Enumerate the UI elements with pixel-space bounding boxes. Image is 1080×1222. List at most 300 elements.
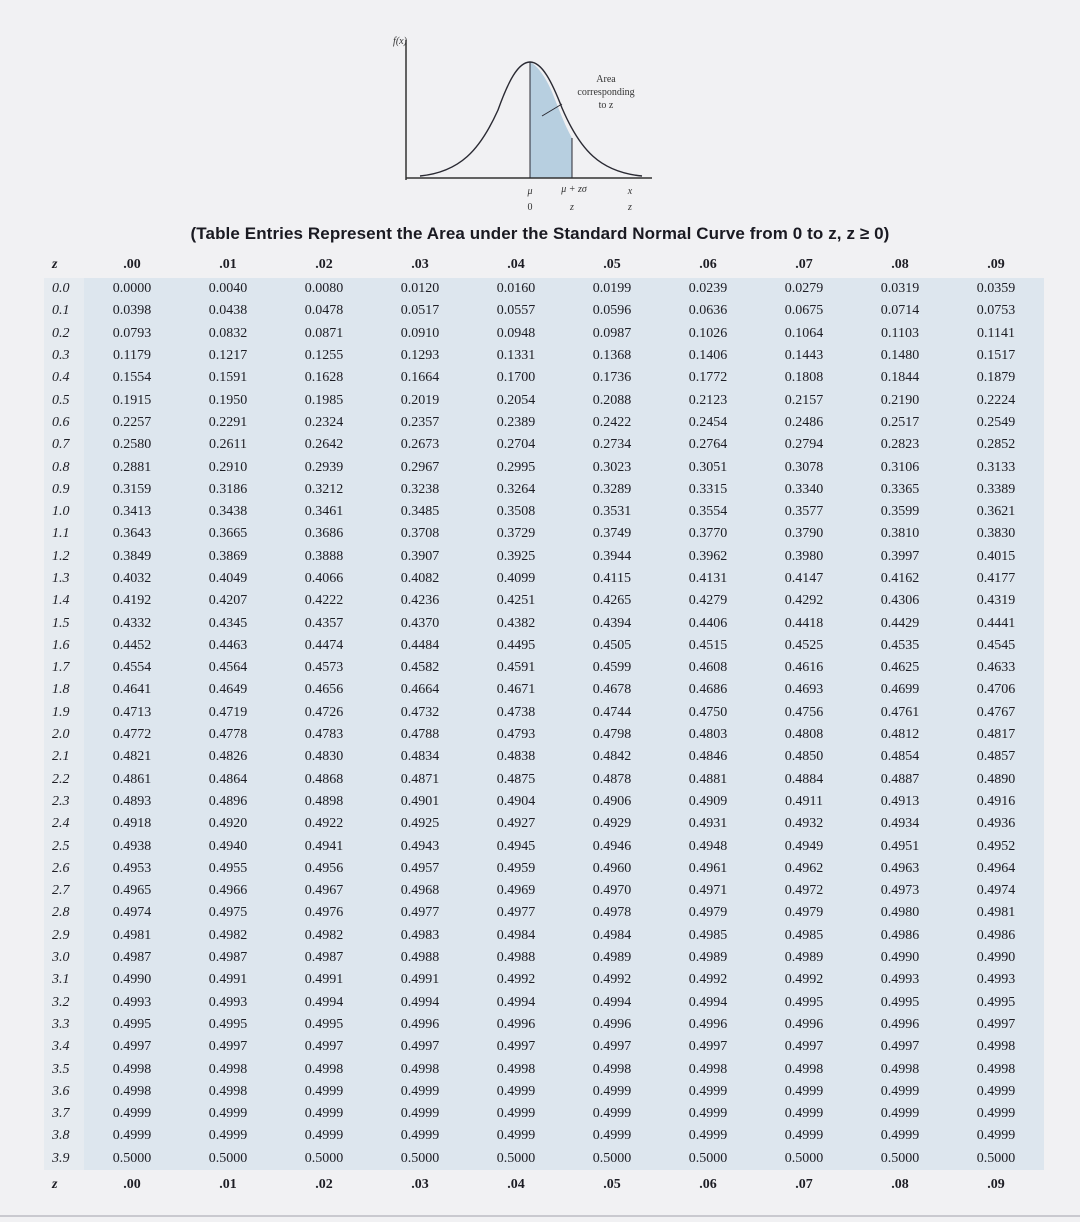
area-cell: 0.4959 (468, 858, 564, 880)
area-cell: 0.4726 (276, 702, 372, 724)
area-cell: 0.4357 (276, 612, 372, 634)
area-cell: 0.4992 (660, 969, 756, 991)
table-row (44, 702, 1044, 724)
z-value-cell: 2.7 (44, 880, 84, 902)
area-cell: 0.4994 (468, 992, 564, 1014)
area-cell: 0.4997 (372, 1036, 468, 1058)
area-cell: 0.2764 (660, 434, 756, 456)
area-cell: 0.3665 (180, 523, 276, 545)
area-cell: 0.2881 (84, 456, 180, 478)
area-cell: 0.4997 (660, 1036, 756, 1058)
area-cell: 0.3413 (84, 501, 180, 523)
area-cell: 0.4999 (756, 1081, 852, 1103)
area-cell: 0.4292 (756, 590, 852, 612)
area-cell: 0.3869 (180, 546, 276, 568)
area-cell: 0.4999 (372, 1081, 468, 1103)
area-cell: 0.4963 (852, 858, 948, 880)
area-cell: 0.1443 (756, 345, 852, 367)
column-header: .05 (603, 257, 621, 272)
table-row (44, 568, 1044, 590)
area-cell: 0.4573 (276, 657, 372, 679)
area-cell: 0.1736 (564, 367, 660, 389)
column-footer: .08 (852, 1170, 948, 1200)
area-cell: 0.4951 (852, 835, 948, 857)
area-cell: 0.5000 (756, 1148, 852, 1170)
area-cell: 0.4678 (564, 679, 660, 701)
area-cell: 0.2517 (852, 412, 948, 434)
area-cell: 0.4842 (564, 746, 660, 768)
area-cell: 0.2995 (468, 456, 564, 478)
area-cell: 0.4995 (84, 1014, 180, 1036)
table-row (44, 947, 1044, 969)
area-cell: 0.4938 (84, 835, 180, 857)
area-cell: 0.4965 (84, 880, 180, 902)
area-cell: 0.4984 (468, 925, 564, 947)
table-row (44, 434, 1044, 456)
area-cell: 0.5000 (372, 1148, 468, 1170)
column-header: .07 (795, 257, 813, 272)
table-row (44, 880, 1044, 902)
z-value-cell: 3.5 (44, 1058, 84, 1080)
table-row (44, 1103, 1044, 1125)
area-cell: 0.4992 (564, 969, 660, 991)
area-cell: 0.4850 (756, 746, 852, 768)
area-cell: 0.1985 (276, 389, 372, 411)
area-cell: 0.4980 (852, 902, 948, 924)
table-row (44, 1125, 1044, 1147)
column-header: .06 (699, 257, 717, 272)
area-cell: 0.4904 (468, 791, 564, 813)
area-cell: 0.4999 (276, 1125, 372, 1147)
area-cell: 0.3438 (180, 501, 276, 523)
table-row (44, 479, 1044, 501)
table-row (44, 679, 1044, 701)
z-column-footer: z (44, 1170, 84, 1200)
area-cell: 0.0319 (852, 278, 948, 300)
table-row (44, 1058, 1044, 1080)
area-cell: 0.1554 (84, 367, 180, 389)
area-cell: 0.2704 (468, 434, 564, 456)
area-cell: 0.4591 (468, 657, 564, 679)
area-cell: 0.4961 (660, 858, 756, 880)
area-cell: 0.5000 (276, 1148, 372, 1170)
area-cell: 0.4997 (756, 1036, 852, 1058)
area-cell: 0.4875 (468, 769, 564, 791)
area-cell: 0.3621 (948, 501, 1044, 523)
area-cell: 0.4515 (660, 635, 756, 657)
area-cell: 0.2611 (180, 434, 276, 456)
area-cell: 0.5000 (468, 1148, 564, 1170)
area-cell: 0.4999 (468, 1125, 564, 1147)
z-value-cell: 3.3 (44, 1014, 84, 1036)
z-value-cell: 1.4 (44, 590, 84, 612)
area-cell: 0.4960 (564, 858, 660, 880)
area-cell: 0.4977 (372, 902, 468, 924)
column-footer: .01 (180, 1170, 276, 1200)
area-cell: 0.4429 (852, 612, 948, 634)
area-cell: 0.4147 (756, 568, 852, 590)
area-cell: 0.1026 (660, 323, 756, 345)
area-cell: 0.4997 (564, 1036, 660, 1058)
area-cell: 0.4974 (948, 880, 1044, 902)
area-cell: 0.4861 (84, 769, 180, 791)
column-footer: .09 (948, 1170, 1044, 1200)
area-cell: 0.1808 (756, 367, 852, 389)
area-cell: 0.4992 (756, 969, 852, 991)
area-cell: 0.4821 (84, 746, 180, 768)
area-cell: 0.1879 (948, 367, 1044, 389)
area-cell: 0.0080 (276, 278, 372, 300)
area-cell: 0.4981 (948, 902, 1044, 924)
area-cell: 0.4999 (276, 1103, 372, 1125)
area-cell: 0.4996 (468, 1014, 564, 1036)
area-cell: 0.4970 (564, 880, 660, 902)
page-edge-line (0, 1215, 1080, 1217)
area-cell: 0.3264 (468, 479, 564, 501)
area-cell: 0.4990 (852, 947, 948, 969)
area-cell: 0.3599 (852, 501, 948, 523)
table-row (44, 635, 1044, 657)
area-cell: 0.4956 (276, 858, 372, 880)
z-value-cell: 2.8 (44, 902, 84, 924)
area-cell: 0.4616 (756, 657, 852, 679)
area-cell: 0.5000 (564, 1148, 660, 1170)
area-cell: 0.2422 (564, 412, 660, 434)
z-value-cell: 2.5 (44, 835, 84, 857)
area-cell: 0.4834 (372, 746, 468, 768)
area-cell: 0.4671 (468, 679, 564, 701)
area-cell: 0.4812 (852, 724, 948, 746)
area-cell: 0.4991 (372, 969, 468, 991)
z-value-cell: 1.5 (44, 612, 84, 634)
z-value-cell: 3.8 (44, 1125, 84, 1147)
area-cell: 0.4997 (276, 1036, 372, 1058)
area-cell: 0.4989 (756, 947, 852, 969)
area-cell: 0.3925 (468, 546, 564, 568)
area-cell: 0.4162 (852, 568, 948, 590)
area-cell: 0.3159 (84, 479, 180, 501)
area-cell: 0.4783 (276, 724, 372, 746)
area-cell: 0.4989 (660, 947, 756, 969)
area-cell: 0.0871 (276, 323, 372, 345)
area-cell: 0.1517 (948, 345, 1044, 367)
area-cell: 0.4966 (180, 880, 276, 902)
area-cell: 0.0239 (660, 278, 756, 300)
area-cell: 0.4505 (564, 635, 660, 657)
column-footer: .02 (276, 1170, 372, 1200)
area-cell: 0.4964 (948, 858, 1044, 880)
z-table (44, 252, 1044, 1200)
area-cell: 0.4953 (84, 858, 180, 880)
z-value-cell: 3.7 (44, 1103, 84, 1125)
z-value-cell: 0.6 (44, 412, 84, 434)
area-cell: 0.3944 (564, 546, 660, 568)
area-cell: 0.1368 (564, 345, 660, 367)
area-cell: 0.4999 (468, 1081, 564, 1103)
area-cell: 0.4838 (468, 746, 564, 768)
area-cell: 0.4998 (180, 1081, 276, 1103)
area-cell: 0.4909 (660, 791, 756, 813)
table-row (44, 813, 1044, 835)
area-cell: 0.0636 (660, 300, 756, 322)
area-cell: 0.3023 (564, 456, 660, 478)
area-cell: 0.4999 (852, 1103, 948, 1125)
area-cell: 0.4983 (372, 925, 468, 947)
area-cell: 0.1480 (852, 345, 948, 367)
area-cell: 0.0793 (84, 323, 180, 345)
area-cell: 0.1103 (852, 323, 948, 345)
area-cell: 0.1950 (180, 389, 276, 411)
area-cell: 0.4998 (852, 1058, 948, 1080)
area-cell: 0.4948 (660, 835, 756, 857)
area-cell: 0.4251 (468, 590, 564, 612)
area-cell: 0.4463 (180, 635, 276, 657)
area-cell: 0.4991 (276, 969, 372, 991)
mu-zsigma-label: μ + zσ (561, 184, 587, 195)
area-cell: 0.2967 (372, 456, 468, 478)
area-cell: 0.4982 (180, 925, 276, 947)
area-cell: 0.4988 (468, 947, 564, 969)
area-cell: 0.4995 (180, 1014, 276, 1036)
area-cell: 0.4929 (564, 813, 660, 835)
area-cell: 0.4949 (756, 835, 852, 857)
area-cell: 0.4992 (468, 969, 564, 991)
area-cell: 0.4115 (564, 568, 660, 590)
area-cell: 0.3686 (276, 523, 372, 545)
area-cell: 0.2291 (180, 412, 276, 434)
area-cell: 0.4936 (948, 813, 1044, 835)
table-row (44, 835, 1044, 857)
area-cell: 0.4999 (372, 1125, 468, 1147)
table-row (44, 969, 1044, 991)
area-cell: 0.3554 (660, 501, 756, 523)
area-cell: 0.4994 (372, 992, 468, 1014)
area-cell: 0.0948 (468, 323, 564, 345)
area-cell: 0.3997 (852, 546, 948, 568)
area-cell: 0.4922 (276, 813, 372, 835)
area-cell: 0.4554 (84, 657, 180, 679)
column-footer: .05 (564, 1170, 660, 1200)
z-value-cell: 1.9 (44, 702, 84, 724)
column-header: .00 (123, 257, 141, 272)
area-cell: 0.4973 (852, 880, 948, 902)
area-cell: 0.4979 (660, 902, 756, 924)
z-value-cell: 1.8 (44, 679, 84, 701)
area-cell: 0.4972 (756, 880, 852, 902)
area-cell: 0.4999 (948, 1103, 1044, 1125)
area-cell: 0.4952 (948, 835, 1044, 857)
area-cell: 0.3962 (660, 546, 756, 568)
area-cell: 0.4998 (468, 1058, 564, 1080)
area-cell: 0.4999 (180, 1103, 276, 1125)
z-value-cell: 3.0 (44, 947, 84, 969)
table-row (44, 612, 1044, 634)
area-cell: 0.3340 (756, 479, 852, 501)
area-label-line-2: corresponding (577, 87, 635, 98)
area-cell: 0.2257 (84, 412, 180, 434)
area-cell: 0.4990 (948, 947, 1044, 969)
area-cell: 0.4997 (948, 1014, 1044, 1036)
area-cell: 0.2734 (564, 434, 660, 456)
area-cell: 0.0398 (84, 300, 180, 322)
area-cell: 0.4998 (84, 1081, 180, 1103)
area-cell: 0.4998 (756, 1058, 852, 1080)
column-header: .03 (411, 257, 429, 272)
area-cell: 0.2224 (948, 389, 1044, 411)
area-cell: 0.3051 (660, 456, 756, 478)
area-cell: 0.4564 (180, 657, 276, 679)
area-cell: 0.4995 (276, 1014, 372, 1036)
area-cell: 0.4830 (276, 746, 372, 768)
area-cell: 0.3770 (660, 523, 756, 545)
area-cell: 0.4999 (84, 1125, 180, 1147)
area-cell: 0.1844 (852, 367, 948, 389)
area-cell: 0.4319 (948, 590, 1044, 612)
area-cell: 0.2673 (372, 434, 468, 456)
area-cell: 0.4997 (180, 1036, 276, 1058)
area-cell: 0.5000 (660, 1148, 756, 1170)
area-cell: 0.4982 (276, 925, 372, 947)
footer-row (44, 1170, 1044, 1200)
area-cell: 0.4996 (852, 1014, 948, 1036)
z-value-cell: 0.5 (44, 389, 84, 411)
area-cell: 0.4719 (180, 702, 276, 724)
area-cell: 0.4955 (180, 858, 276, 880)
area-cell: 0.2454 (660, 412, 756, 434)
z-value-cell: 2.1 (44, 746, 84, 768)
area-cell: 0.4957 (372, 858, 468, 880)
area-cell: 0.4999 (948, 1125, 1044, 1147)
area-cell: 0.3749 (564, 523, 660, 545)
area-cell: 0.4986 (852, 925, 948, 947)
table-row (44, 724, 1044, 746)
area-cell: 0.4941 (276, 835, 372, 857)
z-table-container (44, 252, 1044, 1200)
area-cell: 0.4871 (372, 769, 468, 791)
area-cell: 0.4778 (180, 724, 276, 746)
area-cell: 0.1064 (756, 323, 852, 345)
area-cell: 0.2580 (84, 434, 180, 456)
area-cell: 0.4999 (276, 1081, 372, 1103)
area-cell: 0.4962 (756, 858, 852, 880)
area-cell: 0.4990 (84, 969, 180, 991)
area-cell: 0.0199 (564, 278, 660, 300)
area-cell: 0.4999 (660, 1081, 756, 1103)
area-cell: 0.5000 (948, 1148, 1044, 1170)
area-cell: 0.4772 (84, 724, 180, 746)
area-cell: 0.1331 (468, 345, 564, 367)
area-cell: 0.4192 (84, 590, 180, 612)
area-cell: 0.3849 (84, 546, 180, 568)
column-footer: .07 (756, 1170, 852, 1200)
normal-curve-svg (380, 20, 700, 220)
area-cell: 0.4934 (852, 813, 948, 835)
area-cell: 0.3389 (948, 479, 1044, 501)
table-row (44, 412, 1044, 434)
area-cell: 0.3133 (948, 456, 1044, 478)
z-value-cell: 2.0 (44, 724, 84, 746)
area-cell: 0.0910 (372, 323, 468, 345)
area-cell: 0.3508 (468, 501, 564, 523)
area-cell: 0.4999 (756, 1125, 852, 1147)
area-cell: 0.4686 (660, 679, 756, 701)
area-cell: 0.4998 (564, 1058, 660, 1080)
z-label: z (570, 202, 574, 213)
area-cell: 0.0714 (852, 300, 948, 322)
area-cell: 0.2823 (852, 434, 948, 456)
y-axis-label: f(x) (393, 36, 407, 47)
column-footer: .00 (84, 1170, 180, 1200)
area-cell: 0.2642 (276, 434, 372, 456)
area-cell: 0.0478 (276, 300, 372, 322)
z-value-cell: 1.6 (44, 635, 84, 657)
area-cell: 0.4998 (660, 1058, 756, 1080)
area-cell: 0.4793 (468, 724, 564, 746)
z-value-cell: 0.0 (44, 278, 84, 300)
z-value-cell: 0.1 (44, 300, 84, 322)
area-cell: 0.4994 (660, 992, 756, 1014)
area-cell: 0.4995 (852, 992, 948, 1014)
column-footer: .06 (660, 1170, 756, 1200)
area-cell: 0.2910 (180, 456, 276, 478)
area-cell: 0.4767 (948, 702, 1044, 724)
area-cell: 0.4977 (468, 902, 564, 924)
area-cell: 0.2794 (756, 434, 852, 456)
area-cell: 0.0987 (564, 323, 660, 345)
area-cell: 0.4913 (852, 791, 948, 813)
table-row (44, 300, 1044, 322)
area-cell: 0.5000 (180, 1148, 276, 1170)
area-cell: 0.4484 (372, 635, 468, 657)
area-cell: 0.4207 (180, 590, 276, 612)
area-cell: 0.4693 (756, 679, 852, 701)
header-row (44, 252, 1044, 278)
column-footer: .03 (372, 1170, 468, 1200)
area-cell: 0.4920 (180, 813, 276, 835)
area-cell: 0.4798 (564, 724, 660, 746)
table-body (44, 278, 1044, 1170)
table-row (44, 769, 1044, 791)
area-cell: 0.4999 (660, 1103, 756, 1125)
area-cell: 0.0832 (180, 323, 276, 345)
z-value-cell: 0.2 (44, 323, 84, 345)
area-cell: 0.4999 (564, 1103, 660, 1125)
area-cell: 0.0160 (468, 278, 564, 300)
area-cell: 0.4901 (372, 791, 468, 813)
table-row (44, 367, 1044, 389)
area-cell: 0.4975 (180, 902, 276, 924)
z-value-cell: 3.9 (44, 1148, 84, 1170)
z-axis-label: z (628, 202, 632, 213)
area-cell: 0.4015 (948, 546, 1044, 568)
area-cell: 0.4927 (468, 813, 564, 835)
area-cell: 0.1664 (372, 367, 468, 389)
area-cell: 0.4049 (180, 568, 276, 590)
z-value-cell: 0.3 (44, 345, 84, 367)
x-axis-label: x (627, 186, 633, 197)
area-cell: 0.3708 (372, 523, 468, 545)
area-cell: 0.4996 (564, 1014, 660, 1036)
area-cell: 0.4854 (852, 746, 948, 768)
area-cell: 0.4993 (852, 969, 948, 991)
z-value-cell: 1.7 (44, 657, 84, 679)
area-cell: 0.0000 (84, 278, 180, 300)
area-cell: 0.4761 (852, 702, 948, 724)
area-cell: 0.4971 (660, 880, 756, 902)
area-cell: 0.4898 (276, 791, 372, 813)
area-cell: 0.0557 (468, 300, 564, 322)
table-row (44, 323, 1044, 345)
